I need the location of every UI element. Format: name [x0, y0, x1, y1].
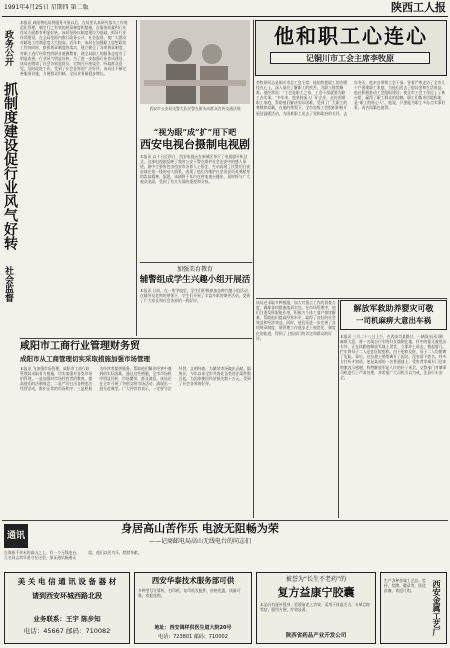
- ad-huatai-phone: 电话：723801 邮码：710002: [158, 634, 228, 640]
- ad-telecom-line2: 请到西安环城西路北段: [32, 591, 102, 600]
- ad-telecom-line1: 美 关 电 信 通 讯 设 备 器 材: [17, 577, 117, 586]
- ad-huatai-list: 多种型号计算机、打印机、复印机及配件，价格优惠，质量可靠，欢迎选购。: [138, 588, 241, 599]
- col-rule-2: [253, 20, 254, 518]
- left-article-body: 本报讯 咸阳物电局将服务开展以后，在局里认真研究落实工作规范化管理，制定行之有效的规章制度和措施，在服务质量和行业作风方面都有明显好转。该局坚持以制度建设为基础，抓好行业作风建设，在全局范围内推行政务公开、社会监督，使广大群众对邮电工作满意度大大提高。近年来，该局在加强职工思想政治工作的同时，狠抓规章制度的落实，建立健全了各项规章制度，对职工进行经常性的职业道德教育，使全局职工的服务态度有了明显改善，行业风气明显好转。为了进一步加强行业作风建设，该局还聘请了社会各界监督员，定期召开座谈会，听取群众意见，及时改进工作，受到了社会各界的广泛好评。该局还不断完善服务设施，方便群众用邮，全局业务量稳步增长。: [20, 20, 128, 76]
- col-rule-1: [136, 20, 137, 336]
- masthead: [0, 0, 450, 16]
- main-article-body: 李牧原同志是铜川市总工会主席，他始终把职工的冷暖挂在心上，深入基层了解职工的疾苦，为职工排忧解难。他经常说：“工会是职工之家，工会干部就要为职工办实事。”多年来，他坚持深入厂矿企业，走访困难职工家庭，帮助他们解决实际困难，受到了广大职工的尊敬和爱戴。在他的带领下，全市各级工会组织积极开展送温暖活动，为困难职工送去了党和政府的关怀。去年冬天，他亲自带领工会干部，冒着严寒走访了全市几十户困难职工家庭，为他们送去了慰问金和生活用品。他还积极推动工会组织建设，使全市工会工作迈上了新台阶，赢得了职工群众的信赖。职工们都亲切地称他是“职工的贴心人”。他说，只要能为职工多办点实事好事，再苦再累也值得。: [256, 80, 446, 116]
- side-tag-top: 政务公开: [3, 30, 13, 66]
- rescue-subtitle: 一司机麻痹大意出车祸: [356, 316, 431, 325]
- ad-telecom-line3: 业务联系：王宇 陈步知: [33, 615, 101, 623]
- tv-article-title: “视为眼”成“扩”用下吧: [153, 127, 237, 137]
- tongxun-tag: 通讯: [6, 531, 25, 541]
- ad-metalcraft-body: 生产各种金属工艺品、奖杯、奖牌、徽章等，质优价廉，欢迎订购。: [384, 578, 426, 594]
- students-article-title: 辅警组成学生兴趣小组开展活: [139, 275, 251, 285]
- ad-metalcraft-title: 西安金属工艺厂: [432, 580, 442, 636]
- col-rule-3: [338, 300, 339, 518]
- main-headline: 他和职工心连心: [274, 24, 428, 48]
- ad-yikangning-title: 复方益康宁胶囊: [277, 586, 355, 599]
- xianyang-body: 本报讯 为加强市场管理，咸阳市工商行政管理局采取有力措施，切实加强对各类市场的管理。一是加强对市场经营者的教育，提高他们的法制观念；二是严厉打击各种违法经营活动，维护正常的市场秩序；三是积极为经营者提供服务，帮助他们解决经营中遇到的实际困难。通过这些措施，全市市场秩序明显好转，市场繁荣，群众满意。该局还在全市开展了争创文明市场活动，涌现出一批先进典型。广大经营者表示，一定要守法经营，文明经商，为繁荣市场做出贡献。据统计，今年以来全市共查处各类违法案件数百起，为国家挽回经济损失数十万元，受到了社会各界的好评。: [20, 366, 251, 392]
- paper-name: 陕西工人报: [391, 1, 446, 14]
- ad-huatai-addr: 地址：西安调样供医生道大院20号: [154, 625, 232, 631]
- ad-yikangning-maker: 陕西省药品产业开发公司: [285, 633, 347, 639]
- tongxun-subtitle: ——记商邮电局高山无线电台的同志们: [148, 538, 251, 545]
- ad-telecom-line4: 电话：45667 邮码：710082: [23, 627, 111, 635]
- ad-yikangning-kicker: 被誉为“长生不老药”的: [285, 576, 347, 583]
- rule-right-mid: [256, 298, 447, 299]
- mid-article-body: 该局还采取多种措施，加大对重点工作的督查力度，确保各项措施落到实处。在市场管理中，他们注重发挥职能作用，积极为个体工商户排忧解难，帮助他们提高经营水平，取得了良好的社会效益和经济效益。同时，他们还进一步完善了各项规章制度，使管理工作逐步走上规范化、制度化的轨道，得到了上级部门的肯定和群众的好评。: [256, 300, 336, 341]
- xianyang-title: 咸阳市工商行业管理财务贸: [20, 341, 140, 352]
- tongxun-title: 身居高山苦作乐 电波无阻畅为荣: [121, 522, 279, 535]
- masthead-rule: [2, 16, 448, 17]
- news-photo: [140, 20, 250, 104]
- xianyang-subtitle: 成阳市从工商管理切实采取措施加强市场管理: [20, 355, 150, 363]
- issue-date: 1991年4月25日 星期四 第二版: [4, 4, 89, 11]
- ad-huatai-title: 西安华泰技术服务部可供: [151, 576, 235, 585]
- rescue-body: 本报讯 三月二十八日上午，在西安市某路口，一辆货车因司机麻痹大意，将一名骑自行车的妇女撞倒在地，怀中的婴儿被甩出车外。正在执勤的解放军战士见状，立即冲上前去，抱起婴儿，拦车将母子二人送往医院抢救。由于抢救及时，母子二人均脱离了危险。事后，这位战士悄悄离开了医院，没有留下姓名。经多方打听才知道，他是某部的一名普通战士。受害者家属专门送来锦旗表示感谢，称赞解放军是人民的好子弟兵。交警部门对肇事司机进行了严肃处理，并希望广大司机引以为戒，注意行车安全。: [340, 334, 447, 380]
- photo-caption: 西安市公安局交警大队民警在街头向群众宣传交通法规: [149, 106, 241, 111]
- main-headline-subtitle: 记铜川市工会主席李牧原: [270, 52, 430, 64]
- ad-yikangning-body: 本品具有滋补强身、延缓衰老之功效，适用于体虚乏力、头晕目眩等症，服用方便，疗效显著。: [260, 602, 371, 613]
- tongxun-body: 在海拔千余米的高山之上，有一个无线电台，几名同志常年坚守在这里，保证通讯畅通无阻，他们以苦为乐，默默奉献。: [4, 550, 142, 561]
- rescue-title: 解放军救助养婴灾可敬: [353, 303, 434, 313]
- students-article-body: 本报讯 日前，在一所学校里，学生们积极参加各种兴趣小组活动，在辅导员老师的带领下，学生们开展了丰富多彩的课外活动，受到了广大家长和社会各界的一致好评。: [140, 288, 252, 304]
- students-kicker: 加强美育教育: [176, 266, 213, 273]
- rule-xianyang: [20, 338, 252, 339]
- vertical-title: 抓制度建设促行业风气好转: [2, 82, 18, 250]
- rule-tv: [140, 262, 252, 263]
- rule-tongxun: [2, 520, 448, 521]
- tv-article-body: 本报讯 以十日至四日，西安电视台在新城区举行了电视剧开机仪式。这部电视剧反映了我省公安干警在维护社会治安中的感人事迹。剧中主要角色由西安市各界人士担任，生动再现了民警们日夜奋战在第一线的动人情景，表现了他们为维护社会治安而英勇献身的崇高精神。据悉，该剧将于年内在省电视台播出，届时将与广大观众见面，受到了有关方面的重视和支持。: [140, 154, 251, 185]
- side-tag-bottom: 社会监督: [3, 266, 13, 302]
- tv-article-subtitle: 西安电视台摄制电视剧: [140, 138, 250, 151]
